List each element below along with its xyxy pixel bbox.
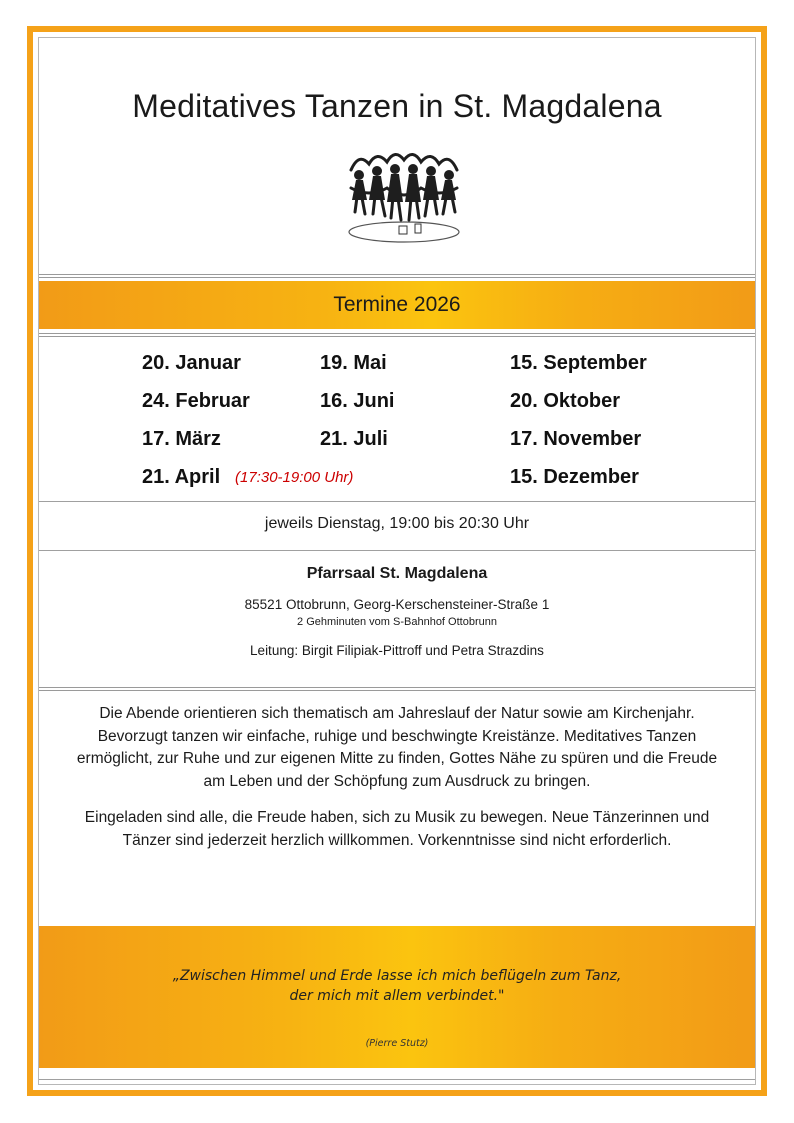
date-item: 21. April — [142, 466, 221, 488]
date-item: 17. März — [142, 428, 221, 450]
circle-dancers-illustration — [329, 142, 479, 254]
flyer-inner — [38, 37, 756, 1085]
divider — [39, 274, 755, 278]
location-name: Pfarrsaal St. Magdalena — [306, 565, 488, 582]
location-block — [39, 565, 755, 658]
divider — [39, 333, 755, 337]
quote-line: „Zwischen Himmel und Erde lasse ich mich beflügeln zum Tanz, — [172, 968, 622, 984]
divider — [39, 687, 755, 691]
description-paragraph: Die Abende orientieren sich thematisch am Jahreslauf der Natur sowie am Kirchenjahr. Bevorzugt tanzen wir einfache, ruhige und beschwingte Kreistänze. Meditatives Tanzen ermöglicht, zur Ruhe und zur eigenen Mitte zu finden, Gottes Nähe zu spüren und die Freude am Leben und der Schöpfung zum Ausdruck zu bringen. — [76, 705, 718, 790]
divider — [39, 501, 755, 502]
date-item: 15. September — [510, 352, 647, 374]
description-block — [65, 703, 729, 852]
date-item: 17. November — [510, 428, 642, 450]
quote-text — [39, 966, 755, 1006]
dates-banner — [39, 281, 755, 329]
quote-author: (Pierre Stutz) — [365, 1038, 429, 1049]
description-paragraph: Eingeladen sind alle, die Freude haben, sich zu Musik zu bewegen. Neue Tänzerinnen und Tänzer sind jederzeit herzlich willkommen. Vorkenntnisse sind nicht erforderlich. — [84, 809, 710, 849]
page-title: Meditatives Tanzen in St. Magdalena — [132, 88, 662, 124]
flyer-frame — [27, 26, 767, 1096]
location-address: 85521 Ottobrunn, Georg-Kerschensteiner-Straße 1 — [244, 597, 550, 612]
divider — [39, 550, 755, 551]
banner-label: Termine 2026 — [333, 293, 461, 316]
schedule-text: jeweils Dienstag, 19:00 bis 20:30 Uhr — [264, 515, 530, 532]
quote-line: der mich mit allem verbindet." — [289, 988, 505, 1004]
dates-grid — [39, 344, 755, 494]
quote-band — [39, 926, 755, 1068]
location-walk-note: 2 Gehminuten vom S-Bahnhof Ottobrunn — [297, 616, 497, 628]
leadership-text: Leitung: Birgit Filipiak-Pittroff und Petra Strazdins — [250, 643, 544, 658]
date-item: 15. Dezember — [510, 466, 639, 488]
date-item: 20. Oktober — [510, 390, 621, 412]
date-item: 19. Mai — [320, 352, 387, 374]
april-time-note: (17:30-19:00 Uhr) — [235, 469, 354, 486]
date-item: 16. Juni — [320, 390, 395, 412]
date-item: 20. Januar — [142, 352, 241, 374]
date-item: 24. Februar — [142, 390, 250, 412]
divider — [39, 1079, 755, 1080]
date-item: 21. Juli — [320, 428, 388, 450]
